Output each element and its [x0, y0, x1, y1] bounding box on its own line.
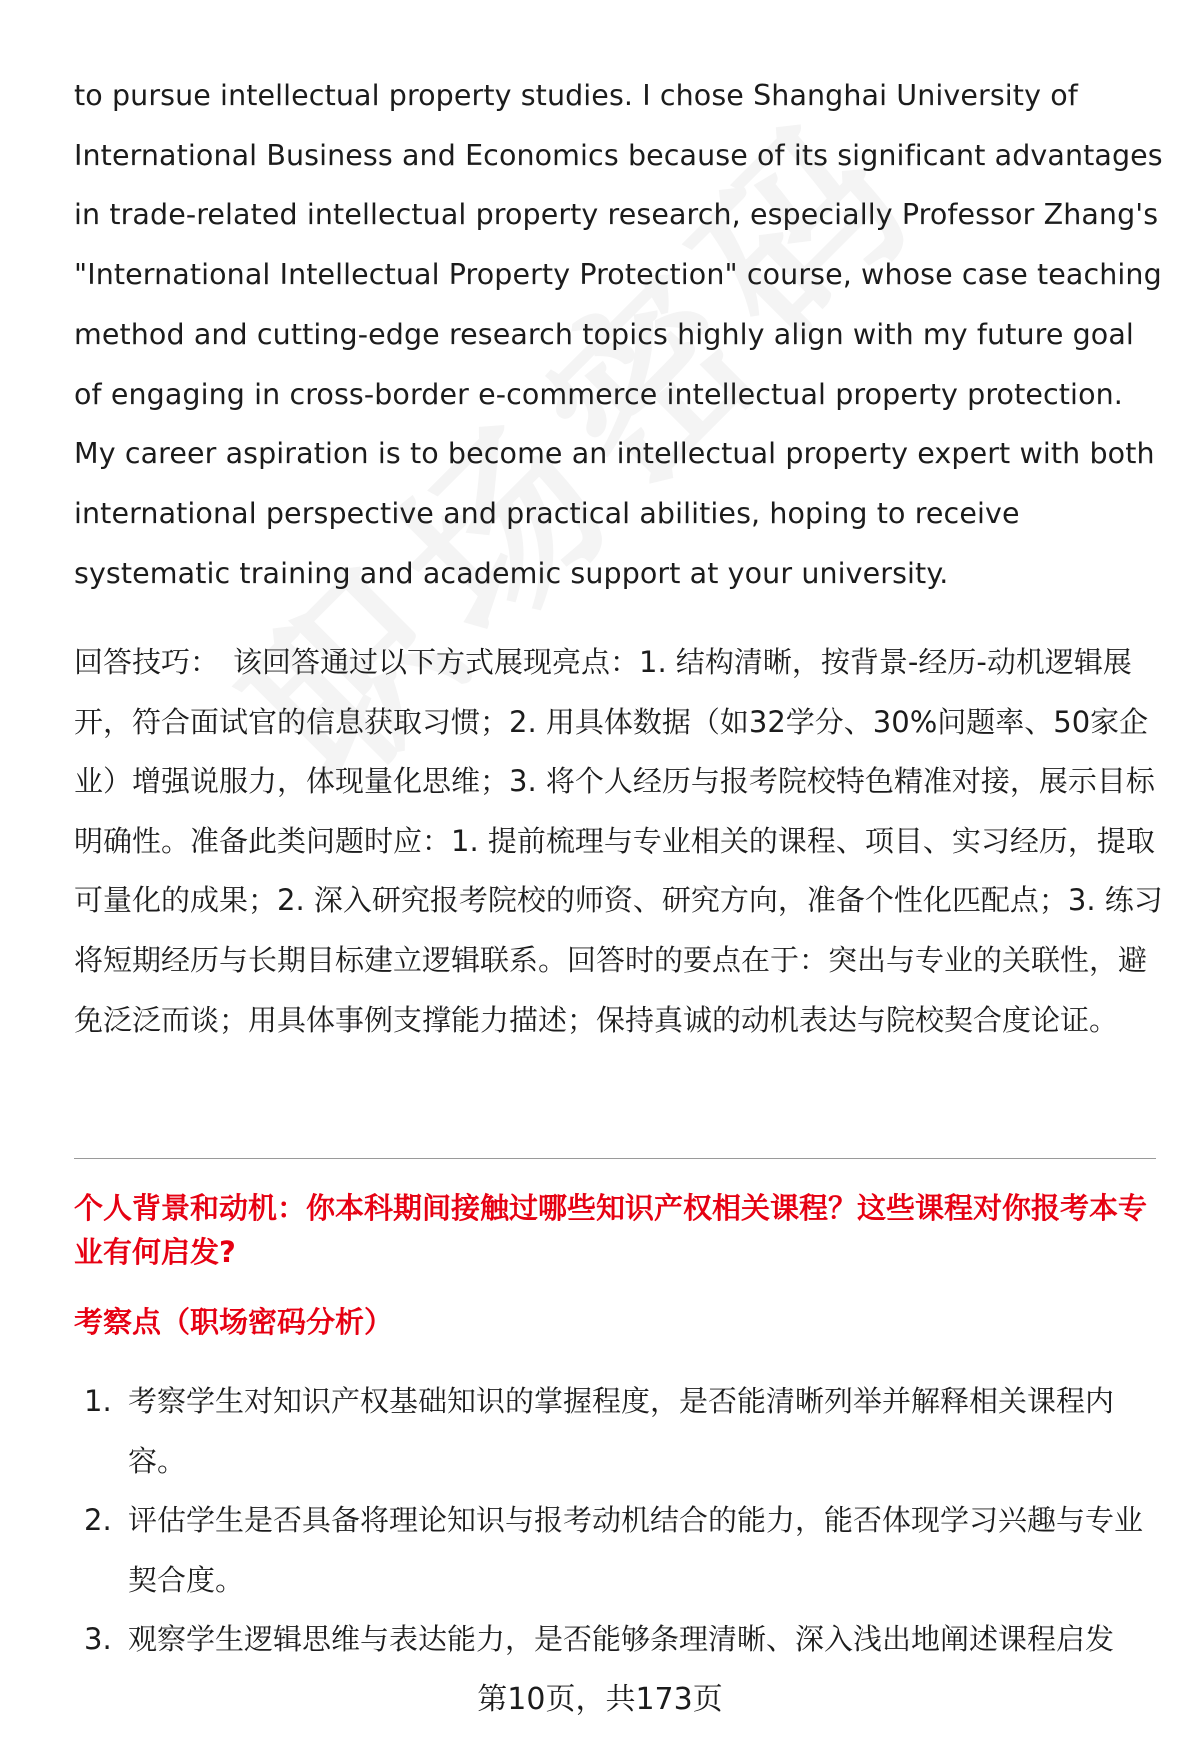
assessment-points-heading: 考察点（职场密码分析） [74, 1305, 394, 1339]
list-item [74, 1372, 1164, 1491]
list-item [74, 1491, 1164, 1610]
list-item-text: 评估学生是否具备将理论知识与报考动机结合的能力，能否体现学习兴趣与专业契合度。 [128, 1503, 1144, 1597]
section-divider [74, 1158, 1156, 1159]
question-heading: 个人背景和动机：你本科期间接触过哪些知识产权相关课程？这些课程对你报考本专业有何启发? [74, 1191, 1148, 1269]
list-item-number: 2. [84, 1503, 112, 1537]
tips-text: 该回答通过以下方式展现亮点：1. 结构清晰，按背景-经历-动机逻辑展开，符合面试官的信息获取习惯；2. 用具体数据（如32学分、30%问题率、50家企业）增强说服力，体现量化思维；3. 将个人经历与报考院校特色精准对接，展示目标明确性。准备此类问题时应：1. 提前梳理与专业相关的课程、项目、实习经历，提取可量化的成果；2. 深入研究报考院校的师资、研究方向，准备个性化匹配点；3. 练习将短期经历与长期目标建立逻辑联系。回答时的要点在于：突出与专业的关联性，避免泛泛而谈；用具体事例支撑能力描述；保持真诚的动机表达与院校契合度论证。 [74, 645, 1163, 1037]
answer-tips-paragraph [74, 633, 1164, 1050]
page-number-footer: 第10页，共173页 [477, 1682, 723, 1717]
list-item [74, 1610, 1164, 1670]
list-item-number: 1. [84, 1384, 112, 1418]
list-item-text: 考察学生对知识产权基础知识的掌握程度，是否能清晰列举并解释相关课程内容。 [128, 1384, 1115, 1478]
list-item-text: 观察学生逻辑思维与表达能力，是否能够条理清晰、深入浅出地阐述课程启发 [128, 1622, 1115, 1656]
list-item-number: 3. [84, 1622, 112, 1656]
assessment-points-list [74, 1372, 1164, 1670]
tips-label: 回答技巧： [74, 645, 220, 679]
english-answer-paragraph: to pursue intellectual property studies. I chose Shanghai University of International Business and Economics because of its significant advantages in trade-related intellectual property research, especially Professor Zhang's "International Intellectual Property Protection" course, whose case teaching method and cutting-edge research topics highly align with my future goal of engaging in cross-border e-commerce intellectual property protection. My career aspiration is to become an intellectual property expert with both international perspective and practical abilities, hoping to receive systematic training and academic support at your university. [74, 79, 1163, 590]
